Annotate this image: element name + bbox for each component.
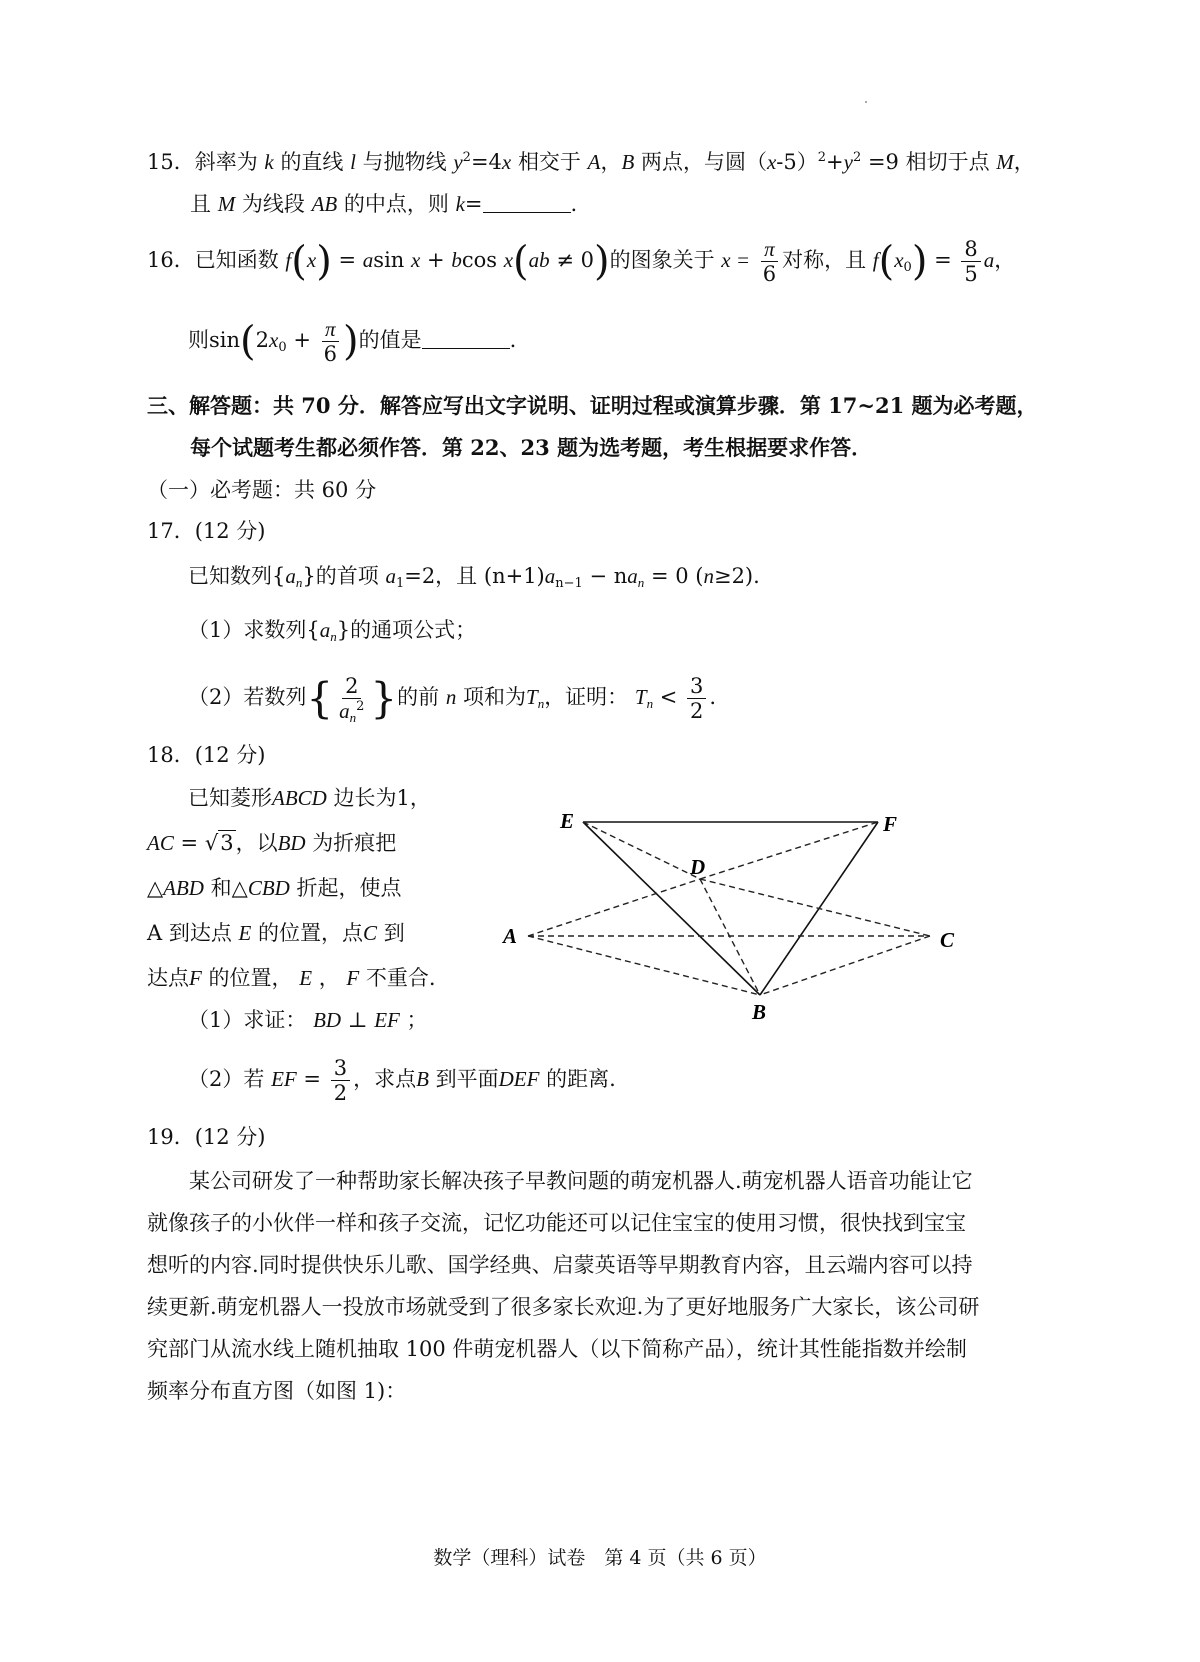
frac-pi-over-6: $\frac{\pi}{6}$ <box>323 316 337 366</box>
vertex-label-D: D <box>690 855 706 879</box>
q17-stem: 已知数列$\{a_n\}$的首项 $a_1=2$，且 $(n+1)a_{n-1} - na_n = 0$ (n≥2). <box>188 564 760 591</box>
q18-text-2: AC = √3，以BD 为折痕把 <box>147 831 397 855</box>
q18-text-1: 已知菱形ABCD 边长为1， <box>188 786 431 810</box>
q19-header: 19．(12 分) <box>147 1125 266 1149</box>
scan-speck <box>865 101 867 103</box>
q17-header: 17．(12 分) <box>147 519 266 543</box>
vertex-label-B: B <box>752 1000 767 1024</box>
edge-DB <box>700 879 760 995</box>
frac-2-over-an2: $\frac{2}{a_n^2}$ <box>339 673 365 725</box>
q15-line-2: 且 M 为线段 AB 的中点，则 k= . <box>190 192 578 216</box>
q16-line-1: 16．已知函数 f(x) = asin x + bcos x(ab ≠ 0)的图象关于 x = $\frac{\pi}{6}$ 对称，且 $f(x_0)$ = $\frac{8}{5}$ a， <box>147 236 1016 286</box>
q18-part-2: （2）若 EF = $\frac{3}{2}$ ，求点B 到平面DEF 的距离. <box>188 1055 616 1105</box>
vertex-label-A: A <box>503 924 518 948</box>
vertex-label-C: C <box>940 928 955 952</box>
edge-DF <box>700 822 878 879</box>
edge-AB <box>528 936 760 995</box>
page-footer: 数学（理科）试卷 第 4 页（共 6 页） <box>433 1547 767 1569</box>
q15-line-1: 15．斜率为 k 的直线 l 与抛物线 $y^2=4x$ 相交于 A，B 两点，与圆$(x-5)^2+y^2 =9$ 相切于点 M， <box>147 150 1035 174</box>
edge-AD <box>528 879 700 936</box>
edge-DC <box>700 879 930 936</box>
q18-text-4: A 到达点 E 的位置，点C 到 <box>147 921 405 945</box>
q17-part-1: （1）求数列$\{a_n\}$的通项公式； <box>188 618 477 644</box>
q19-paragraph: 某公司研发了一种帮助家长解决孩子早教问题的萌宠机器人.萌宠机器人语音功能让它就像孩子的小伙伴一样和孩子交流，记忆功能还可以记住宝宝的使用习惯，很快找到宝宝想听的内容.同时提供快乐儿歌、国学经典、启蒙英语等早期教育内容，且云端内容可以持续更新.萌宠机器人一投放市场就受到了很多家长欢迎.为了更好地服务广大家长，该公司研究部门从流水线上随机抽取 100 件萌宠机器人（以下简称产品），统计其性能指数并绘制频率分布直方图（如图 1)： <box>147 1169 980 1403</box>
q18-part-1: （1）求证： BD ⊥ EF ； <box>188 1008 428 1032</box>
edge-ED <box>583 822 700 879</box>
edge-CB <box>760 936 930 995</box>
q18-text-3: △ABD 和△CBD 折起，使点 <box>147 876 402 900</box>
required-part-heading: （一）必考题：共 60 分 <box>147 478 377 502</box>
vertex-label-F: F <box>883 812 898 836</box>
section-3-heading-line-2: 每个试题考生都必须作答．第 22、23 题为选考题，考生根据要求作答． <box>190 435 873 460</box>
frac-3-over-2: $\frac{3}{2}$ <box>331 1056 350 1105</box>
frac-pi-over-6: $\frac{\pi}{6}$ <box>762 236 777 286</box>
q17-part-2: （2）若数列{ $\frac{2}{a_n^2}$ }的前 n 项和为$T_n$，证明： $T_n$ < $\frac{3}{2}$ . <box>188 673 717 725</box>
frac-3-over-2: $\frac{3}{2}$ <box>687 674 706 723</box>
edge-EB <box>583 822 760 995</box>
q16-line-2: 则$\sin(2x_0$ + $\frac{\pi}{6}$ )的值是 . <box>188 316 517 366</box>
answer-blank <box>422 328 510 349</box>
folded-rhombus-figure <box>490 800 970 1030</box>
vertex-label-E: E <box>560 809 575 833</box>
section-3-heading-line-1: 三、解答题：共 70 分．解答应写出文字说明、证明过程或演算步骤．第 17~21 题为必考题， <box>147 393 1038 418</box>
frac-8-over-5: $\frac{8}{5}$ <box>961 237 980 286</box>
answer-blank <box>483 192 571 213</box>
q18-header: 18．(12 分) <box>147 743 266 767</box>
q18-text-5: 达点F 的位置， E ， F 不重合. <box>147 966 436 990</box>
